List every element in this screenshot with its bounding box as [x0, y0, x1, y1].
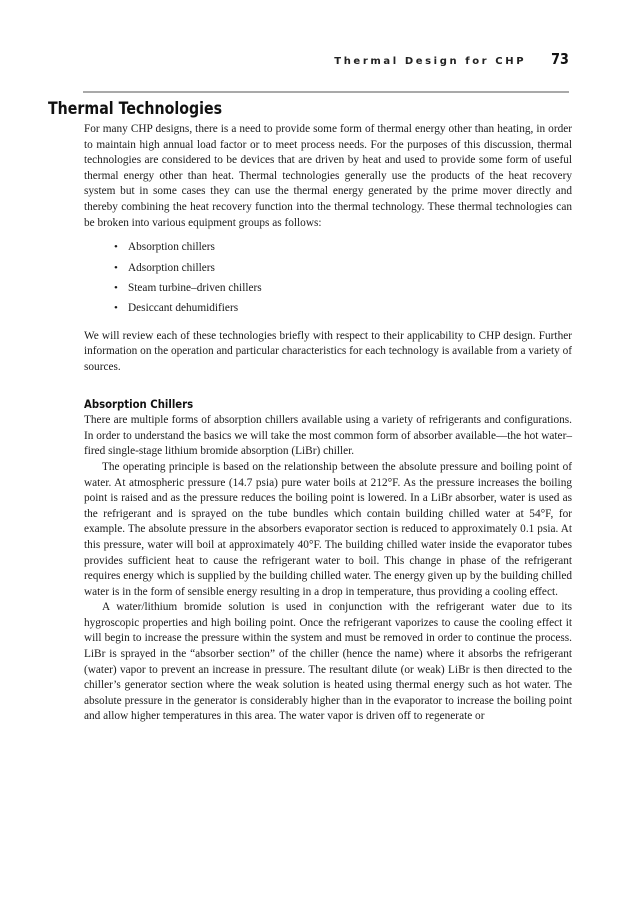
list-item: • Adsorption chillers	[84, 258, 572, 278]
absorption-paragraph-2: The operating principle is based on the relationship between the absolute pressure and boiling point of water. At atmospheric pressure (14.7 psia) pure water boils at 212°F. As the pressure increases the boiling point is raised and as the pressure reduces the boiling point is lowered. In a LiBr absorber, water is used as the refrigerant and is sprayed on the tube bundles which contain building chilled water at 54°F, for example. The absolute pressure in the absorbers evaporator section is reduced to approximately 0.1 psia. At this pressure, water will boil at approximately 40°F. The building chilled water inside the evaporator tubes provides sufficient heat to cause the refrigerant water to boil. This change in phase of the refrigerant requires energy which is supplied by the building chilled water. The energy given up by the building chilled water is in the form of sensible energy resulting in a drop in temperature, thus providing a cooling effect.	[84, 460, 572, 598]
subsection-heading: Absorption Chillers	[84, 396, 194, 411]
list-item: • Desiccant dehumidifiers	[84, 298, 572, 318]
body-text	[84, 122, 572, 725]
running-head	[48, 50, 569, 68]
header-rule	[83, 91, 569, 93]
technology-list	[84, 237, 572, 319]
absorption-paragraph-3: A water/lithium bromide solution is used in conjunction with the refrigerant water due to its hygroscopic properties and high boiling point. Once the refrigerant vaporizes to cause the cooling effect it will begin to increase the pressure within the system and must be removed in order to continue the process. LiBr is sprayed in the “absorber section” of the chiller (hence the name) where it absorbs the refrigerant (water) vapor to prevent an increase in pressure. The resultant dilute (or weak) LiBr is then directed to the chiller’s generator section where the weak solution is heated using thermal energy such as hot water. The absolute pressure in the generator is considerably higher than in the evaporator to increase the boiling point and allow higher temperatures in this area. The water vapor is driven off to regenerate or	[84, 601, 572, 723]
review-paragraph: We will review each of these technologies briefly with respect to their applicability to CHP design. Further information on the operation and particular characteristics for each technology is available from a variety of sources.	[84, 329, 572, 373]
list-item: • Steam turbine–driven chillers	[84, 278, 572, 298]
chapter-title: Thermal Design for CHP	[334, 56, 527, 67]
absorption-paragraph-1: There are multiple forms of absorption chillers available using a variety of refrigerants and configurations. In order to understand the basics we will take the most common form of absorber available—the hot water–fired single-stage lithium bromide absorption (LiBr) chiller.	[84, 414, 572, 458]
list-item: • Absorption chillers	[84, 237, 572, 257]
bullet-icon: •	[114, 261, 118, 274]
bullet-icon: •	[114, 302, 118, 315]
section-heading: Thermal Technologies	[48, 99, 223, 118]
intro-paragraph: For many CHP designs, there is a need to provide some form of thermal energy other than heating, in order to maintain high annual load factor or to meet process needs. For the purposes of this discussion, thermal technologies are considered to be devices that are driven by heat and used to provide some form of useful thermal energy other than heat. Thermal technologies generally use the products of the heat recovery system but in some cases they can use the thermal energy generated by the prime mover directly and thereby combining the heat recovery function into the thermal technology. These thermal technologies can be broken into various equipment groups as follows:	[84, 123, 572, 229]
bullet-icon: •	[114, 241, 118, 254]
page-number: 73	[551, 50, 569, 68]
bullet-icon: •	[114, 281, 118, 294]
